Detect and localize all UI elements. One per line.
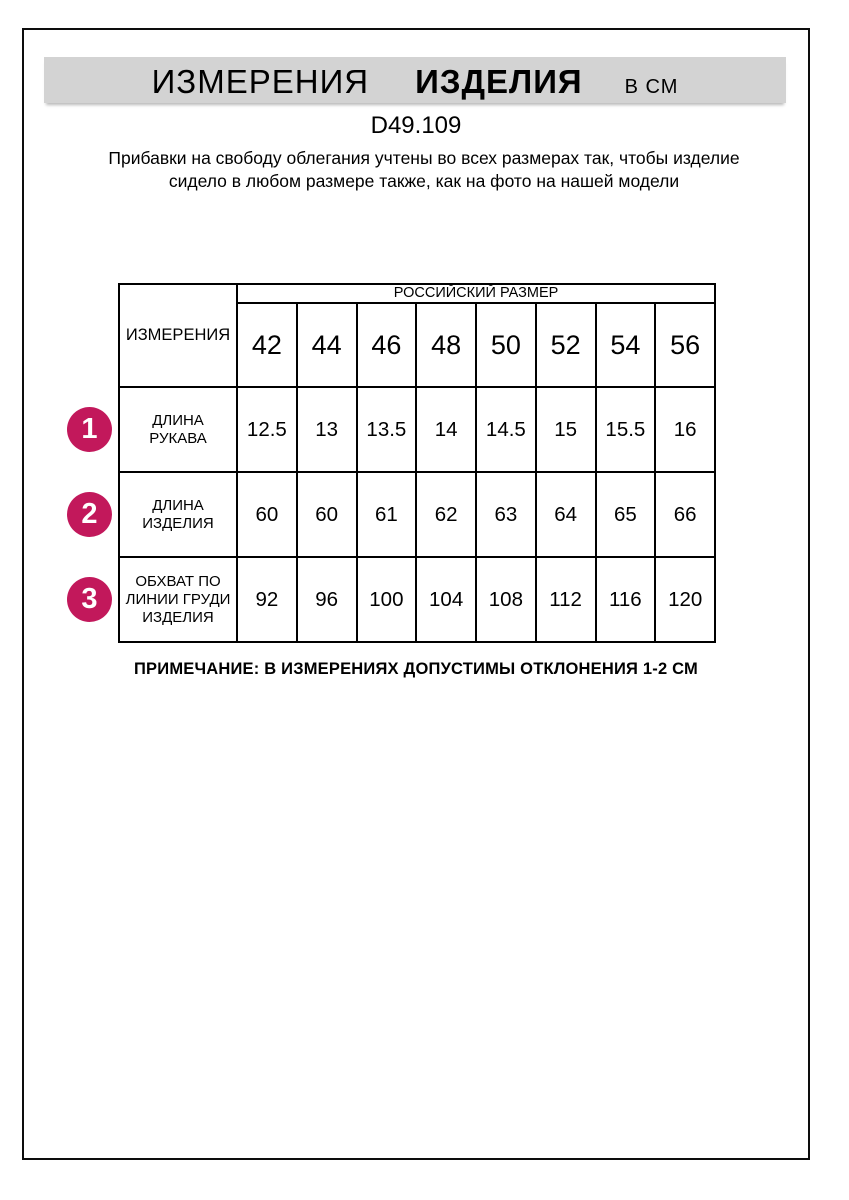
value-cell: 62	[416, 472, 476, 557]
table-row-sleeve-length	[119, 387, 715, 472]
size-cell: 44	[297, 303, 357, 387]
tolerance-note: ПРИМЕЧАНИЕ: В ИЗМЕРЕНИЯХ ДОПУСТИМЫ ОТКЛОНЕНИЯ 1-2 СМ	[134, 660, 698, 678]
row-number-2: 2	[81, 498, 98, 530]
row-label: ДЛИНА ИЗДЕЛИЯ	[119, 472, 237, 557]
corner-header-cell: ИЗМЕРЕНИЯ	[119, 284, 237, 387]
row-number-badge-3	[67, 577, 112, 622]
size-cell: 42	[237, 303, 297, 387]
page-title-measurements: ИЗМЕРЕНИЯ	[151, 63, 370, 100]
value-cell: 108	[476, 557, 536, 642]
size-group-header: РОССИЙСКИЙ РАЗМЕР	[237, 284, 715, 303]
value-cell: 60	[237, 472, 297, 557]
value-cell: 14	[416, 387, 476, 472]
product-code: D49.109	[370, 112, 462, 139]
page-title-bar	[44, 57, 786, 103]
size-cell: 56	[655, 303, 715, 387]
row-number-badge-2	[67, 492, 112, 537]
size-cell: 50	[476, 303, 536, 387]
page-title-unit: В СМ	[624, 76, 679, 98]
value-cell: 120	[655, 557, 715, 642]
table-group-header-row	[119, 284, 715, 303]
fit-description: Прибавки на свободу облегания учтены во всех размерах так, чтобы изделие сидело в любом размере также, как на фото на нашей модели	[108, 148, 740, 191]
table-row-item-length	[119, 472, 715, 557]
value-cell: 15	[536, 387, 596, 472]
value-cell: 92	[237, 557, 297, 642]
row-number-1: 1	[81, 413, 98, 445]
value-cell: 66	[655, 472, 715, 557]
row-number-badge-1	[67, 407, 112, 452]
value-cell: 12.5	[237, 387, 297, 472]
size-cell: 46	[357, 303, 417, 387]
value-cell: 61	[357, 472, 417, 557]
row-label: ДЛИНА РУКАВА	[119, 387, 237, 472]
value-cell: 112	[536, 557, 596, 642]
size-cell: 54	[596, 303, 656, 387]
table-row-chest-girth	[119, 557, 715, 642]
value-cell: 13.5	[357, 387, 417, 472]
value-cell: 16	[655, 387, 715, 472]
size-cell: 52	[536, 303, 596, 387]
value-cell: 64	[536, 472, 596, 557]
value-cell: 60	[297, 472, 357, 557]
value-cell: 63	[476, 472, 536, 557]
row-label: ОБХВАТ ПО ЛИНИИ ГРУДИ ИЗДЕЛИЯ	[119, 557, 237, 642]
size-cell: 48	[416, 303, 476, 387]
value-cell: 96	[297, 557, 357, 642]
value-cell: 14.5	[476, 387, 536, 472]
value-cell: 100	[357, 557, 417, 642]
row-number-3: 3	[81, 583, 98, 615]
value-cell: 65	[596, 472, 656, 557]
size-chart-table	[118, 283, 716, 643]
value-cell: 104	[416, 557, 476, 642]
page-title-product: ИЗДЕЛИЯ	[415, 63, 583, 100]
value-cell: 116	[596, 557, 656, 642]
value-cell: 15.5	[596, 387, 656, 472]
value-cell: 13	[297, 387, 357, 472]
